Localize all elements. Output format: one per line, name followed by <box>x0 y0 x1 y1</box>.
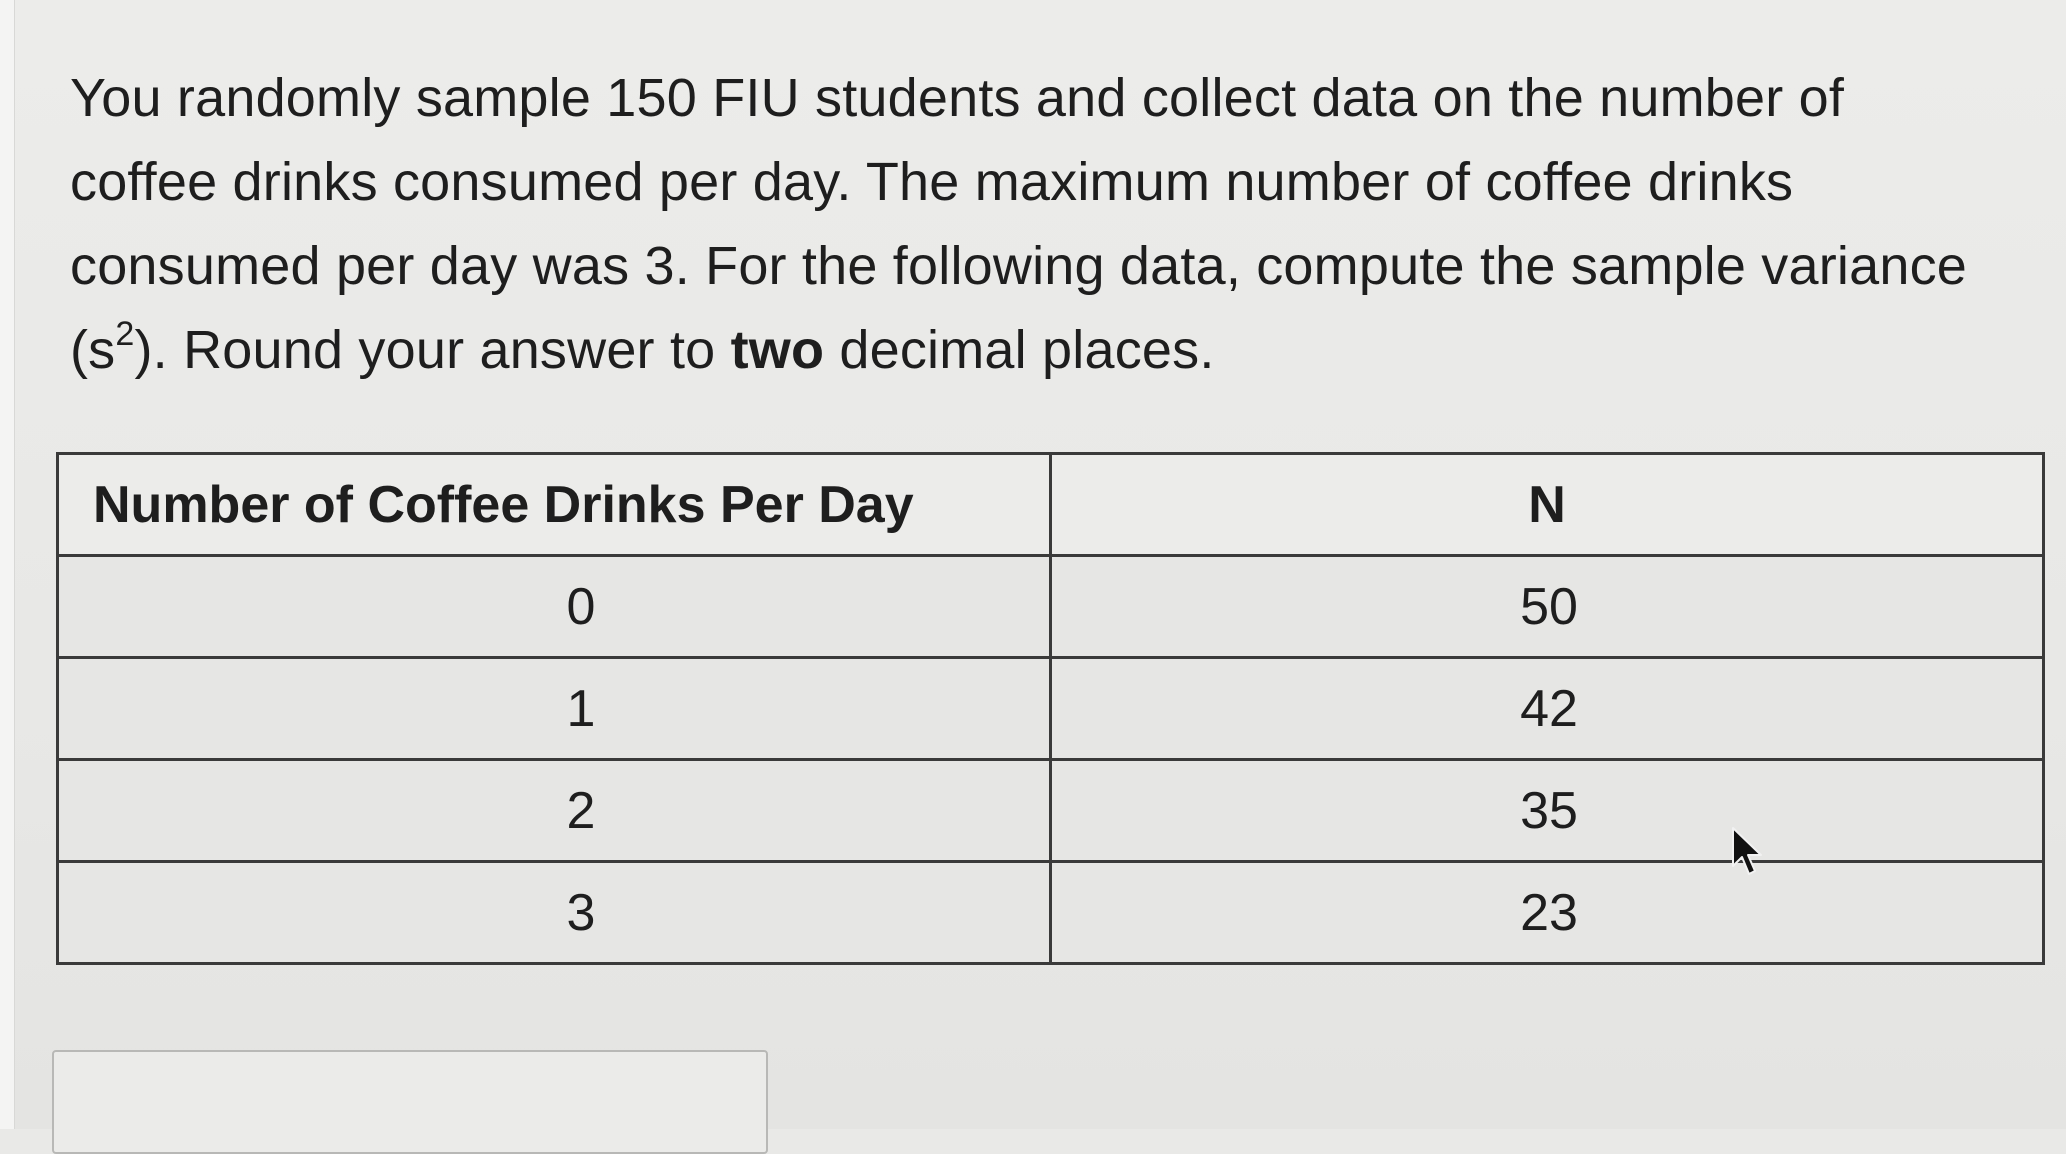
answer-input[interactable] <box>52 1050 768 1154</box>
header-n: N <box>1051 454 2044 556</box>
cell-drinks: 0 <box>58 556 1051 658</box>
cell-n: 35 <box>1051 760 2044 862</box>
question-part-3: decimal places. <box>824 320 1215 380</box>
cell-drinks: 2 <box>58 760 1051 862</box>
table-row <box>58 556 2044 658</box>
question-part-1: You randomly sample 150 FIU students and collect data on the number of coffee drinks consumed per day. The maximum number of coffee drinks consumed per day was 3. For the following data, compute the sample variance (s <box>70 68 1968 380</box>
superscript-2: 2 <box>115 315 135 353</box>
cell-n: 50 <box>1051 556 2044 658</box>
cell-n: 23 <box>1051 862 2044 964</box>
header-coffee-drinks: Number of Coffee Drinks Per Day <box>58 454 1051 556</box>
cell-drinks: 1 <box>58 658 1051 760</box>
question-part-2: ). Round your answer to <box>134 320 731 380</box>
table-row <box>58 658 2044 760</box>
table-header-row <box>58 454 2044 556</box>
cell-drinks: 3 <box>58 862 1051 964</box>
question-bold: two <box>730 320 825 380</box>
mouse-pointer-icon <box>1731 826 1765 878</box>
left-edge <box>0 0 15 1129</box>
cell-n: 42 <box>1051 658 2044 760</box>
question-text <box>70 56 2000 392</box>
coffee-data-table <box>56 452 2045 965</box>
